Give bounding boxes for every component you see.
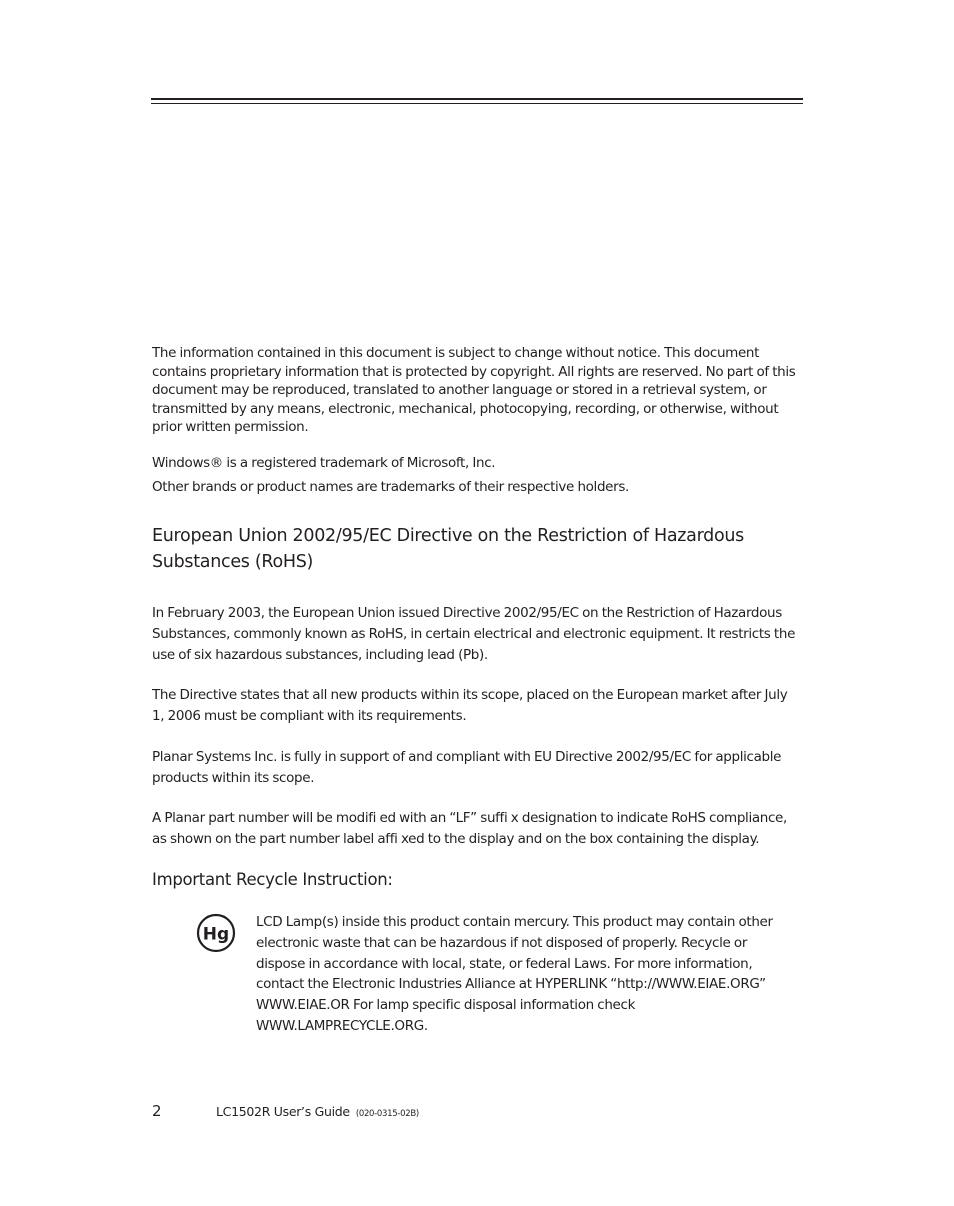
rohs-paragraph: The Directive states that all new products within its scope, placed on the European market after July 1, 2006 must be compliant with its requirements. — [152, 687, 788, 724]
rohs-paragraph: In February 2003, the European Union issued Directive 2002/95/EC on the Restriction of Hazardous Substances, commonly known as RoHS, in certain electrical and electronic equipment. It restricts the use of six hazardous substances, including lead (Pb). — [152, 605, 796, 663]
trademark-other: Other brands or product names are trademarks of their respective holders. — [152, 479, 629, 495]
page-number: 2 — [152, 1102, 162, 1120]
hg-icon-label: Hg — [202, 924, 230, 945]
mercury-hg-icon — [196, 913, 236, 953]
footer-guide-title — [216, 1104, 419, 1119]
guide-title: LC1502R User’s Guide — [216, 1104, 350, 1119]
recycle-instructions: LCD Lamp(s) inside this product contain mercury. This product may contain other electronic waste that can be hazardous if not disposed of properly. Recycle or dispose in accordance with local, state, or federal Laws. For more information, contact the Electronic Industries Alliance at HYPERLINK “http://WWW.EIAE.ORG” WWW.EIAE.OR For lamp specific disposal information check WWW.LAMPRECYCLE.ORG. — [256, 914, 773, 1034]
doc-code: (020-0315-02B) — [355, 1109, 419, 1119]
rohs-heading: European Union 2002/95/EC Directive on the Restriction of Hazardous Substances (RoHS) — [152, 526, 744, 572]
header-rule-thin — [151, 103, 803, 104]
trademark-windows: Windows® is a registered trademark of Microsoft, Inc. — [152, 455, 496, 471]
rohs-paragraph: Planar Systems Inc. is fully in support of and compliant with EU Directive 2002/95/EC for applicable products within its scope. — [152, 749, 782, 786]
copyright-notice: The information contained in this document is subject to change without notice. This document contains proprietary information that is protected by copyright. All rights are reserved. No part of this document may be reproduced, translated to another language or stored in a retrieval system, or transmitted by any means, electronic, mechanical, photocopying, recording, or otherwise, without prior written permission. — [152, 345, 796, 435]
recycle-heading: Important Recycle Instruction: — [152, 870, 393, 889]
rohs-paragraph: A Planar part number will be modifi ed with an “LF” suffi x designation to indicate RoHS compliance, as shown on the part number label affi xed to the display and on the box containing the display. — [152, 810, 787, 847]
header-rule-thick — [151, 98, 803, 100]
